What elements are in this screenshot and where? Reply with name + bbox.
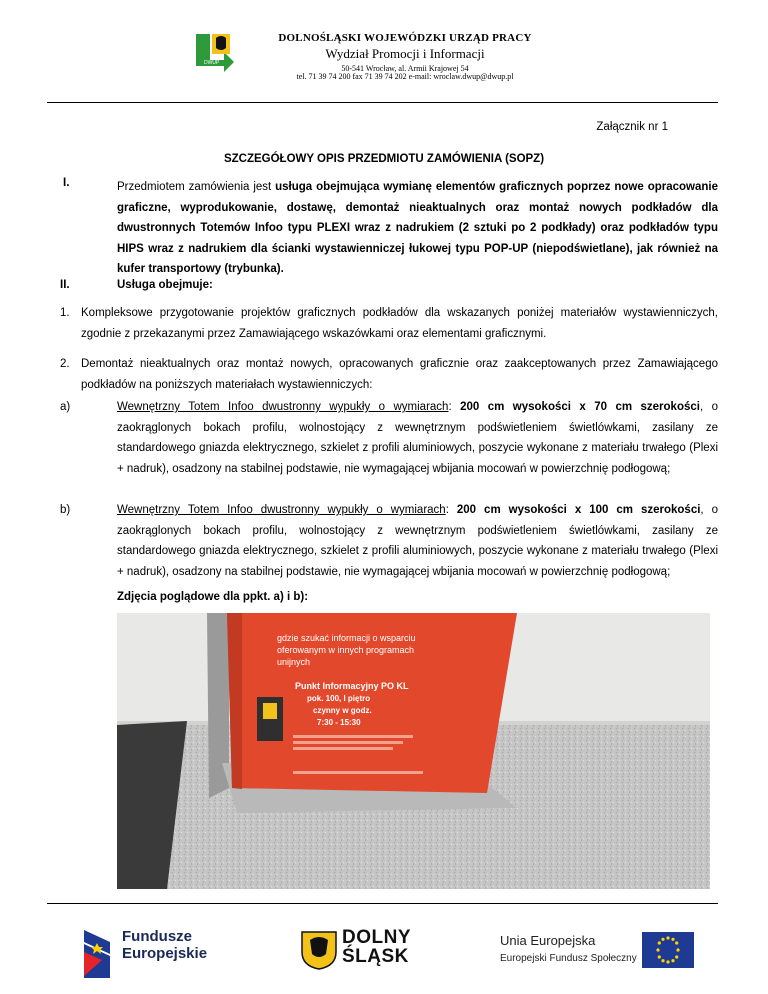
photo-caption: Zdjęcia poglądowe dla ppkt. a) i b): bbox=[117, 591, 309, 603]
totem-text: gdzie szukać informacji o wsparciu bbox=[277, 633, 416, 643]
ds-line-2: ŚLĄSK bbox=[342, 946, 409, 967]
totem-text: unijnych bbox=[277, 657, 311, 667]
totem-text: oferowanym w innych programach bbox=[277, 645, 415, 655]
dolny-slask-label bbox=[342, 928, 411, 966]
logo-text: DWUP bbox=[204, 60, 220, 66]
ue-subtitle: Europejski Fundusz Społeczny bbox=[500, 953, 637, 964]
subitem-underlined: Wewnętrzny Totem Infoo dwustronny wypukły o wymiarach bbox=[117, 504, 446, 516]
section-1-text bbox=[117, 177, 718, 280]
subitem-dimensions: 200 cm wysokości x 100 cm szerokości bbox=[456, 504, 701, 516]
footer-divider bbox=[47, 903, 718, 904]
totem-heading: Punkt Informacyjny PO KL bbox=[295, 681, 409, 691]
subitem-letter: a) bbox=[60, 401, 71, 413]
ds-line-1: DOLNY bbox=[342, 927, 411, 948]
list-item-text: Kompleksowe przygotowanie projektów graficznych podkładów dla wskazanych poniżej materiałów wystawienniczych, zgodnie z przekazanymi przez Zamawiającego wskazówkami oraz elementami graficznymi. bbox=[81, 307, 718, 340]
contact-info: tel. 71 39 74 200 fax 71 39 74 202 e-mail: wroclaw.dwup@dwup.pl bbox=[296, 72, 514, 81]
dwup-logo bbox=[190, 30, 236, 76]
subitem-text bbox=[117, 500, 718, 582]
section-1-bold: usługa obejmująca wymianę elementów graficznych poprzez nowe opracowanie graficzne, wyprodukowanie, dostawę, demontaż nieaktualnych oraz montaż nowych podkładów dla dwustronnych Totemów Infoo typu PLEXI wraz z nadrukiem (2 sztuki po 2 podkłady) oraz podkładów typu HIPS wraz z nadrukiem dla ścianki wystawienniczej łukowej typu POP-UP (niepodświetlane), jak również na kufer transportowy (trybunka). bbox=[117, 181, 718, 275]
list-item-number: 2. bbox=[60, 358, 70, 370]
fundusze-europejskie-label bbox=[122, 928, 207, 962]
subitem-letter: b) bbox=[60, 504, 71, 516]
eu-flag-icon bbox=[642, 932, 694, 968]
subitem-rest: , o zaokrąglonych bokach profilu, wolnostojący z wewnętrznym podświetleniem świetlówkami, zasilany ze standardowego gniazda elektrycznego, szkielet z profili aluminiowych, poszycie wykonane z materiału trwałego (Plexi + nadruk), osadzony na stabilnej podstawie, nie wymagającej wbijania mocowań w powierzchnię podłogową; bbox=[117, 504, 718, 578]
address: 50-541 Wrocław, al. Armii Krajowej 54 bbox=[341, 64, 469, 73]
ue-title: Unia Europejska bbox=[500, 933, 596, 948]
totem-open: czynny w godz. bbox=[313, 706, 372, 715]
header-divider bbox=[47, 102, 718, 103]
totem-hours: 7:30 - 15:30 bbox=[317, 718, 361, 727]
org-name: DOLNOŚLĄSKI WOJEWÓDZKI URZĄD PRACY bbox=[278, 32, 532, 44]
annex-label: Załącznik nr 1 bbox=[596, 121, 668, 133]
subitem-text bbox=[117, 397, 718, 479]
fe-line-2: Europejskie bbox=[122, 945, 208, 962]
fe-line-1: Fundusze bbox=[122, 928, 192, 945]
list-item-number: 1. bbox=[60, 307, 70, 319]
subitem-underlined: Wewnętrzny Totem Infoo dwustronny wypukły o wymiarach bbox=[117, 401, 449, 413]
department-name: Wydział Promocji i Informacji bbox=[325, 46, 485, 61]
section-1-lead: Przedmiotem zamówienia jest bbox=[117, 181, 276, 193]
subitem-dimensions: 200 cm wysokości x 70 cm szerokości bbox=[460, 401, 700, 413]
section-1-number: I. bbox=[63, 177, 70, 189]
subitem-colon: : bbox=[448, 401, 461, 413]
list-item-text: Demontaż nieaktualnych oraz montaż nowych, opracowanych graficznie oraz zaakceptowanych przez Zamawiającego podkładów na poniższych materiałach wystawienniczych: bbox=[81, 358, 718, 391]
totem-photo bbox=[117, 613, 710, 889]
subitem-colon: : bbox=[445, 504, 457, 516]
fundusze-europejskie-icon bbox=[84, 930, 120, 978]
section-2-heading: Usługa obejmuje: bbox=[117, 279, 213, 291]
dolny-slask-crest-icon bbox=[300, 930, 338, 970]
subitem-rest: , o zaokrąglonych bokach profilu, wolnostojący z wewnętrznym podświetleniem świetlówkami, zasilany ze standardowego gniazda elektrycznego, szkielet z profili aluminiowych, poszycie wykonane z materiału trwałego (Plexi + nadruk), osadzony na stabilnej podstawie, nie wymagającej wbijania mocowań w powierzchnię podłogową; bbox=[117, 401, 718, 475]
section-2-number: II. bbox=[60, 279, 70, 291]
totem-room: pok. 100, I piętro bbox=[307, 694, 371, 703]
document-title: SZCZEGÓŁOWY OPIS PRZEDMIOTU ZAMÓWIENIA (SOPZ) bbox=[223, 153, 545, 165]
